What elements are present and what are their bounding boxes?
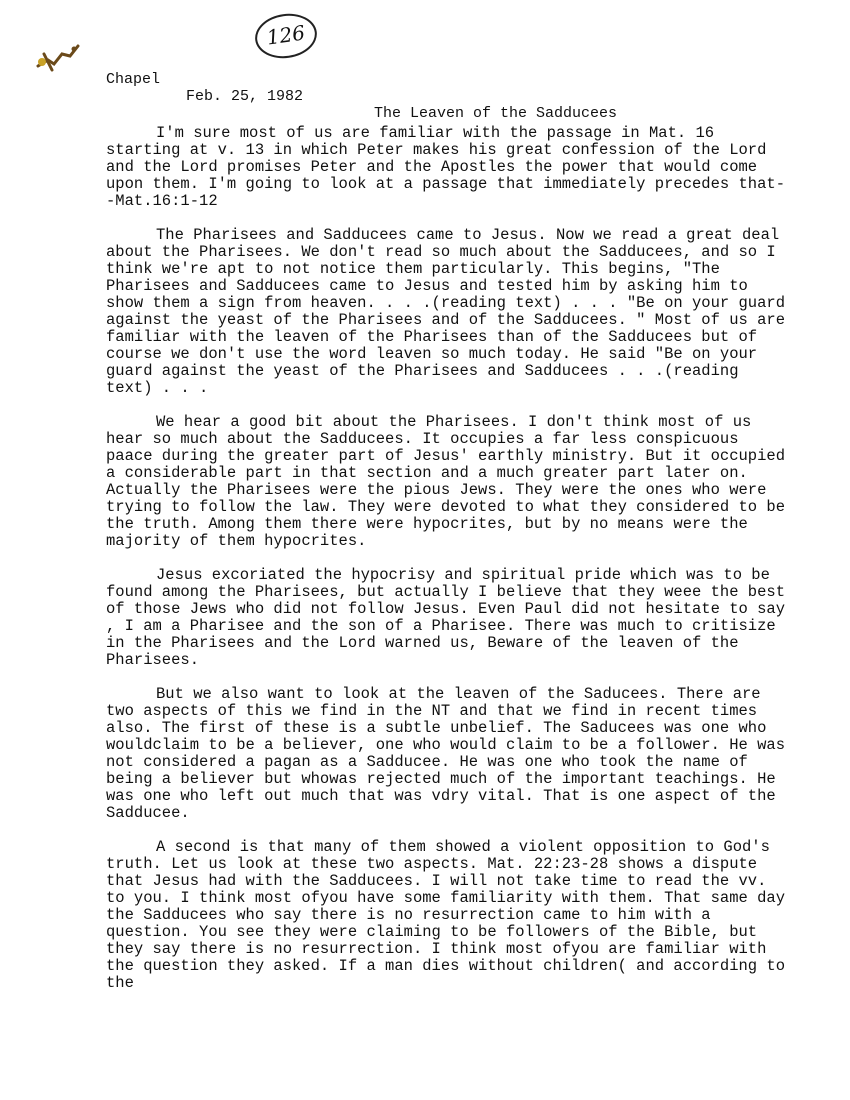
paragraph: A second is that many of them showed a violent opposition to God's truth. Let us look at these two aspects. Mat. 22:23-28 shows a dispute that Jesus had with the Sadducees. I will not take time to read the vv. to you. I think most ofyou have some familiarity with them. That same day the Sadducees who say there is no resurrection came to him with a question. You see they were claiming to be followers of the Bible, but they say there is no resurrection. I think most ofyou are familiar with the question they asked. If a man dies without children( and according to the — [106, 838, 786, 992]
paragraph: We hear a good bit about the Pharisees. I don't think most of us hear so much about the Sadducees. It occupies a far less conspicuous paace during the greater part of Jesus' earthly ministry. But it occupied a considerable part in that section and a much greater part later on. Actually the Pharisees were the pious Jews. They were the ones who were trying to follow the law. They were devoted to what they considered to be the truth. Among them there were hypocrites, but by no means were the majority of them hypocrites. — [106, 413, 786, 550]
header-date: Feb. 25, 1982 — [186, 88, 304, 105]
handwritten-page-number: 126 — [252, 10, 320, 62]
document-title: The Leaven of the Sadducees — [374, 105, 618, 122]
paragraph: The Pharisees and Sadducees came to Jesus. Now we read a great deal about the Pharisees. We don't read so much about the Sadducees, and so I think we're apt to not notice them particularly. This begins, "The Pharisees and Sadducees came to Jesus and tested him by asking him to show them a sign from heaven. . . .(reading text) . . . "Be on your guard against the yeast of the Pharisees and of the Sadducees. " Most of us are familiar with the leaven of the Pharisees than of the Sadducees but of course we don't use the word leaven so much today. He said "Be on your guard against the yeast of the Pharisees and Sadducees . . .(reading text) . . . — [106, 226, 786, 397]
paragraph: But we also want to look at the leaven of the Saducees. There are two aspects of this we find in the NT and that we find in recent times also. The first of these is a subtle unbelief. The Saducees was one who wouldclaim to be a believer, one who would claim to be a follower. He was not considered a pagan as a Sadducee. He was one who took the name of being a believer but whowas rejected much of the important teachings. He was one who left out much that was vdry vital. That is one aspect of the Sadducee. — [106, 685, 786, 822]
header-place: Chapel — [106, 71, 161, 88]
ink-mark-icon — [34, 40, 82, 74]
document-body — [106, 125, 786, 1009]
paragraph: I'm sure most of us are familiar with the passage in Mat. 16 starting at v. 13 in which Peter makes his great confession of the Lord and the Lord promises Peter and the Apostles the power that would come upon them. I'm going to look at a passage that immediately precedes that--Mat.16:1-12 — [106, 124, 786, 210]
paragraph: Jesus excoriated the hypocrisy and spiritual pride which was to be found among the Pharisees, but actually I believe that they weee the best of those Jews who did not follow Jesus. Even Paul did not hesitate to say , I am a Pharisee and the son of a Pharisee. There was much to critisize in the Pharisees and the Lord warned us, Beware of the leaven of the Pharisees. — [106, 566, 786, 669]
